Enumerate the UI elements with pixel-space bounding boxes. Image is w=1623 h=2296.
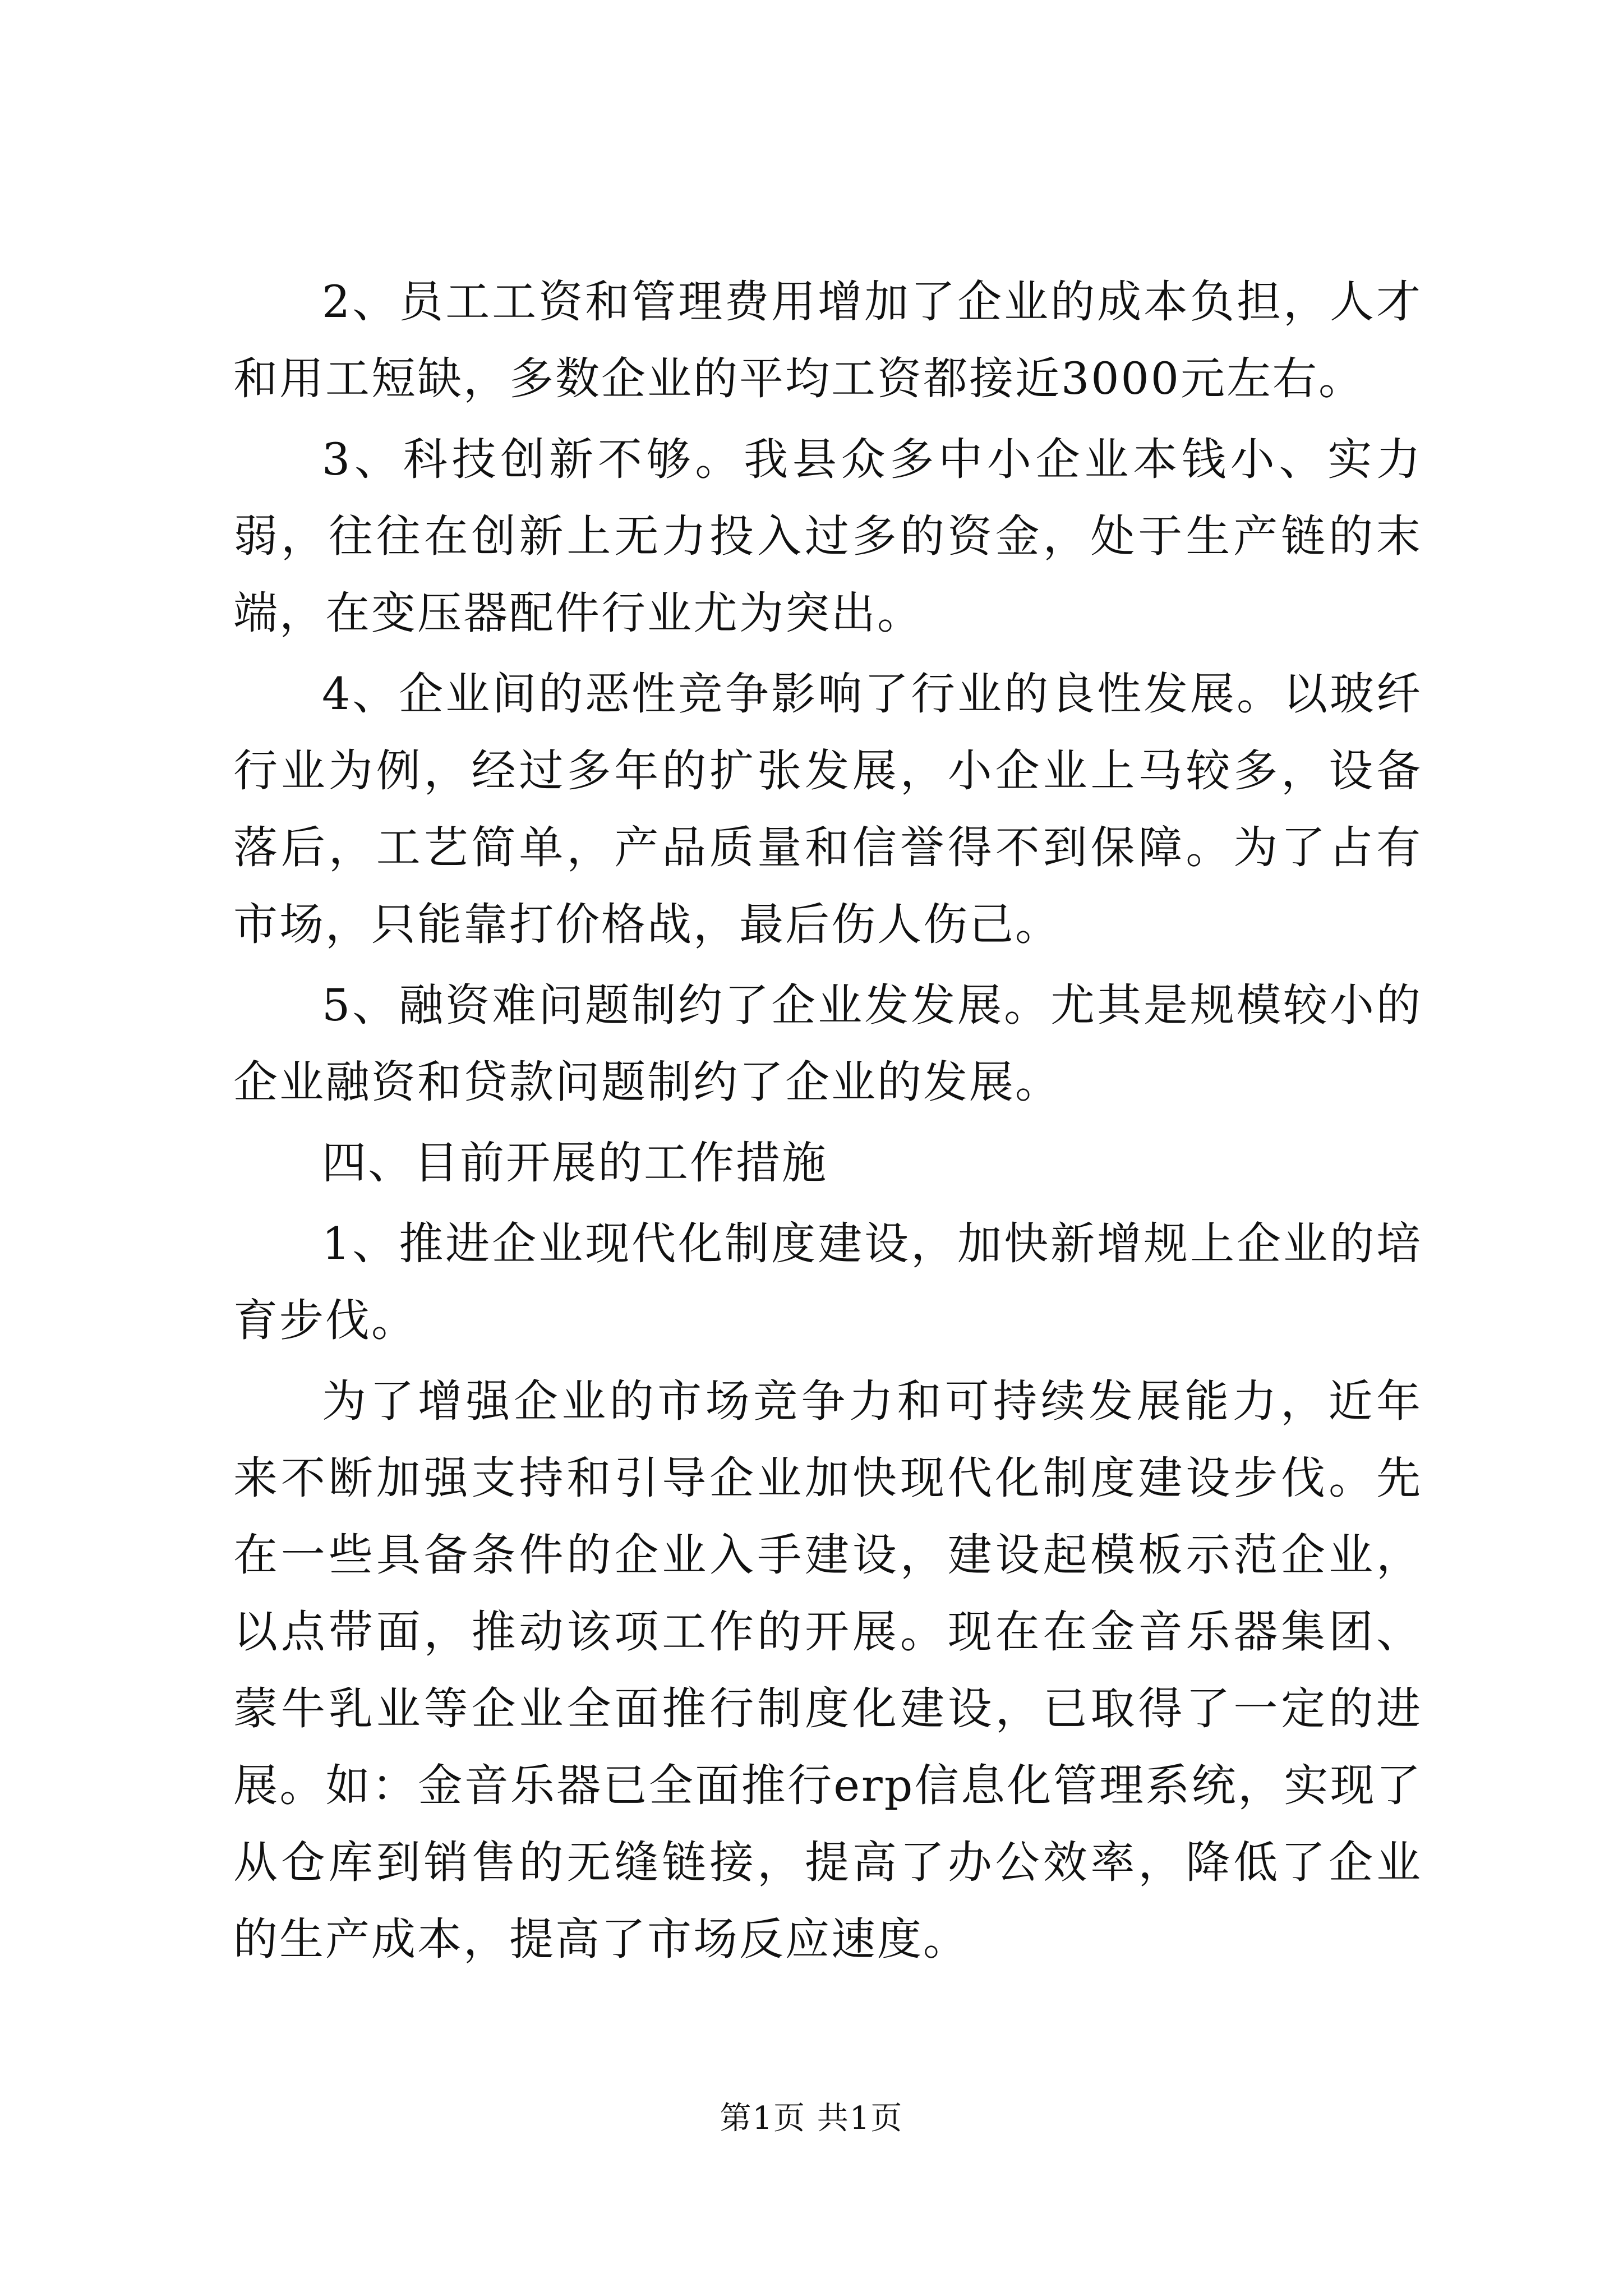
measure-description: 为了增强企业的市场竞争力和可持续发展能力，近年来不断加强支持和引导企业加快现代化制度建设步伐。先在一些具备条件的企业入手建设，建设起模板示范企业，以点带面，推动该项工作的开展。现在在金音乐器集团、蒙牛乳业等企业全面推行制度化建设，已取得了一定的进展。如：金音乐器已全面推行erp信息化管理系统，实现了从仓库到销售的无缝链接，提高了办公效率，降低了企业的生产成本，提高了市场反应速度。 bbox=[233, 1375, 1422, 1965]
paragraph-item-3: 3、科技创新不够。我县众多中小企业本钱小、实力弱，往往在创新上无力投入过多的资金，处于生产链的末端，在变压器配件行业尤为突出。 bbox=[233, 434, 1422, 639]
document-body bbox=[233, 264, 1422, 1982]
page-footer: 第1页 共1页 bbox=[720, 2100, 903, 2137]
paragraph-item-4: 4、企业间的恶性竞争影响了行业的良性发展。以玻纤行业为例，经过多年的扩张发展，小企业上马较多，设备落后，工艺简单，产品质量和信誉得不到保障。为了占有市场，只能靠打价格战，最后伤人伤己。 bbox=[233, 668, 1422, 950]
paragraph-item-5: 5、融资难问题制约了企业发发展。尤其是规模较小的企业融资和贷款问题制约了企业的发展。 bbox=[233, 979, 1422, 1108]
paragraph-item-2: 2、员工工资和管理费用增加了企业的成本负担，人才和用工短缺，多数企业的平均工资都接近3000元左右。 bbox=[233, 276, 1422, 404]
measure-item-1: 1、推进企业现代化制度建设，加快新增规上企业的培育步伐。 bbox=[233, 1218, 1422, 1346]
section-heading: 四、目前开展的工作措施 bbox=[322, 1137, 828, 1189]
